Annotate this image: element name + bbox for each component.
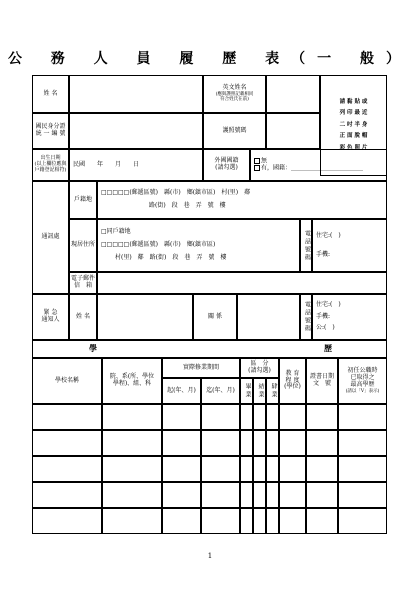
name-label-cell [32,75,69,113]
education-cell[interactable] [306,404,338,430]
current-field[interactable] [97,219,300,272]
period-to-label: 迄(年、月) [206,386,235,394]
phone2-label-cell [300,294,312,340]
relation-label: 關 係 [208,312,222,320]
education-cell[interactable] [32,404,102,430]
birth-field[interactable] [69,149,203,181]
emergency-name-label: 姓 名 [76,312,90,320]
education-cell[interactable] [279,404,306,430]
education-cell[interactable] [162,508,201,534]
birth-label-cell [32,149,69,181]
email-label-cell [69,272,97,294]
foreign-label: 外國國籍 (請勾選) [214,157,239,171]
household-line1: □□□□□(郵遞區號) 縣(市) 鄉(鎮市區) 村(里) 鄰 [101,189,251,197]
education-cell[interactable] [279,482,306,508]
foreign-has-option[interactable]: 有，國籍：________________________ [254,165,363,172]
household-field[interactable] [97,181,387,219]
cert-header-label: 證書日期 文 號 [309,373,334,387]
emergency-name-field[interactable] [97,294,193,340]
education-cell[interactable] [266,404,279,430]
phone-label-cell [300,219,312,272]
education-cell[interactable] [253,456,266,482]
education-cell[interactable] [32,482,102,508]
education-cell[interactable] [102,456,162,482]
period-header [162,358,240,378]
education-cell[interactable] [338,430,387,456]
education-cell[interactable] [253,482,266,508]
education-cell[interactable] [279,430,306,456]
emergency-name-label-cell [69,294,97,340]
education-cell[interactable] [201,482,240,508]
period-header-label: 實際修業期間 [182,363,219,371]
education-title-row [32,340,387,358]
education-cell[interactable] [201,508,240,534]
education-cell[interactable] [306,430,338,456]
relation-field[interactable] [237,294,300,340]
checkbox-icon[interactable] [254,165,260,171]
education-cell[interactable] [162,482,201,508]
id-label: 國民身分證 統 一 編 號 [35,123,66,137]
education-cell[interactable] [240,404,253,430]
status-grad-header [240,378,253,404]
education-cell[interactable] [266,430,279,456]
checkbox-icon[interactable] [254,158,260,164]
foreign-has-label: 有，國籍： [261,164,292,172]
education-cell[interactable] [266,508,279,534]
status-grad-label: 畢業 [243,383,251,399]
current-line1: □□□□□(郵遞區號) 縣(市) 鄉(鎮市區) [101,241,216,249]
english-name-note: (應與護照記載相同 符合姓氏在前) [215,92,254,103]
household-label: 戶籍地 [73,195,92,203]
education-cell[interactable] [253,508,266,534]
education-cell[interactable] [279,456,306,482]
period-from-header [162,378,201,404]
phone2-home: 住宅:( ) [316,300,341,308]
phone2-label: 電話號碼 [303,301,311,333]
address-label-cell [32,181,69,294]
education-cell[interactable] [201,456,240,482]
education-cell[interactable] [240,430,253,456]
birth-value: 民國 年 月 日 [73,160,140,168]
emergency-label-cell [32,294,69,340]
education-cell[interactable] [253,404,266,430]
name-label: 姓 名 [43,89,58,97]
level-header-label: 教 育 程 度 (學位) [284,369,301,391]
status-header-label: 區 分 (請勾選) [248,360,271,374]
id-label-cell [32,113,69,149]
education-cell[interactable] [240,482,253,508]
name-field[interactable] [69,75,203,113]
current-label-cell [69,219,97,272]
dept-header-label: 院、系(所、學位 學程)、組、科 [109,373,155,387]
education-cell[interactable] [102,482,162,508]
foreign-field [250,149,387,181]
phone-label: 電話號碼 [303,229,311,262]
id-field[interactable] [69,113,203,149]
education-cell[interactable] [32,430,102,456]
education-title-left: 學 [89,343,97,354]
phone2-office: 公:( ) [316,324,335,332]
education-cell[interactable] [201,404,240,430]
education-cell[interactable] [338,456,387,482]
phone2-field[interactable] [312,294,387,340]
english-name-label: 英文姓名 [222,84,247,92]
email-label: 電子郵件 信 箱 [70,275,95,289]
status-header [240,358,279,378]
education-cell[interactable] [338,404,387,430]
foreign-label-cell [203,149,250,181]
education-cell[interactable] [32,508,102,534]
household-label-cell [69,181,97,219]
first-header [338,358,387,404]
first-header-label: 初任公職時 已取得之 最高學歷 [347,367,378,388]
education-cell[interactable] [162,404,201,430]
education-cell[interactable] [338,482,387,508]
status-incomplete-header [253,378,266,404]
english-name-label-cell [203,75,266,113]
form-title: 公 務 人 員 履 歷 表（一 般） [7,51,413,67]
education-cell[interactable] [102,404,162,430]
education-cell[interactable] [306,456,338,482]
school-header [32,358,102,404]
page-number: 1 [207,552,213,560]
english-name-field[interactable] [266,75,320,113]
household-line2: 路(街) 段 巷 弄 號 樓 [149,202,226,209]
period-to-header [201,378,240,404]
passport-field[interactable] [266,113,320,149]
phone2-mobile: 手機: [316,312,331,320]
education-cell[interactable] [266,482,279,508]
dept-header [102,358,162,404]
education-cell[interactable] [162,430,201,456]
current-label: 現居住所 [70,241,95,249]
education-cell[interactable] [32,456,102,482]
emergency-label: 緊 急 通知人 [41,309,60,323]
school-header-label: 學校名稱 [54,376,79,384]
first-header-note: (請以「V」表示) [345,388,380,394]
photo-notes: 請 黏 貼 或 列 印 最 近 二 吋 半 身 正 面 脫 帽 彩 色 照 片 [339,98,368,151]
level-header [279,358,306,404]
education-cell[interactable] [102,508,162,534]
education-cell[interactable] [338,508,387,534]
status-incomplete-label: 結業 [256,383,264,399]
education-cell[interactable] [253,430,266,456]
address-label: 通訊處 [41,233,60,241]
education-cell[interactable] [240,508,253,534]
status-dropped-label: 肄業 [269,383,277,399]
relation-label-cell [193,294,237,340]
education-cell[interactable] [102,430,162,456]
cert-header [306,358,338,404]
foreign-none-label: 無 [261,157,268,165]
education-cell[interactable] [162,456,201,482]
current-same-option[interactable]: □同戶籍地 [101,228,131,236]
phone-home: 住宅:( ) [316,231,341,239]
education-cell[interactable] [306,482,338,508]
current-line2: 村(里) 鄰 路(街) 段 巷 弄 號 樓 [115,253,227,261]
education-cell[interactable] [240,456,253,482]
phone-field[interactable] [312,219,387,272]
birth-label: 出生日期 (以上欄位應與 戶籍登記相符) [34,155,67,173]
status-dropped-header [266,378,279,404]
education-cell[interactable] [279,508,306,534]
period-from-label: 起(年、月) [167,386,196,394]
passport-label-cell [203,113,266,149]
phone-mobile: 手機: [316,250,331,258]
email-field[interactable] [97,272,387,294]
passport-label: 護照號碼 [222,126,247,134]
education-cell[interactable] [201,430,240,456]
education-title-right: 歷 [324,343,332,354]
education-cell[interactable] [306,508,338,534]
education-cell[interactable] [266,456,279,482]
